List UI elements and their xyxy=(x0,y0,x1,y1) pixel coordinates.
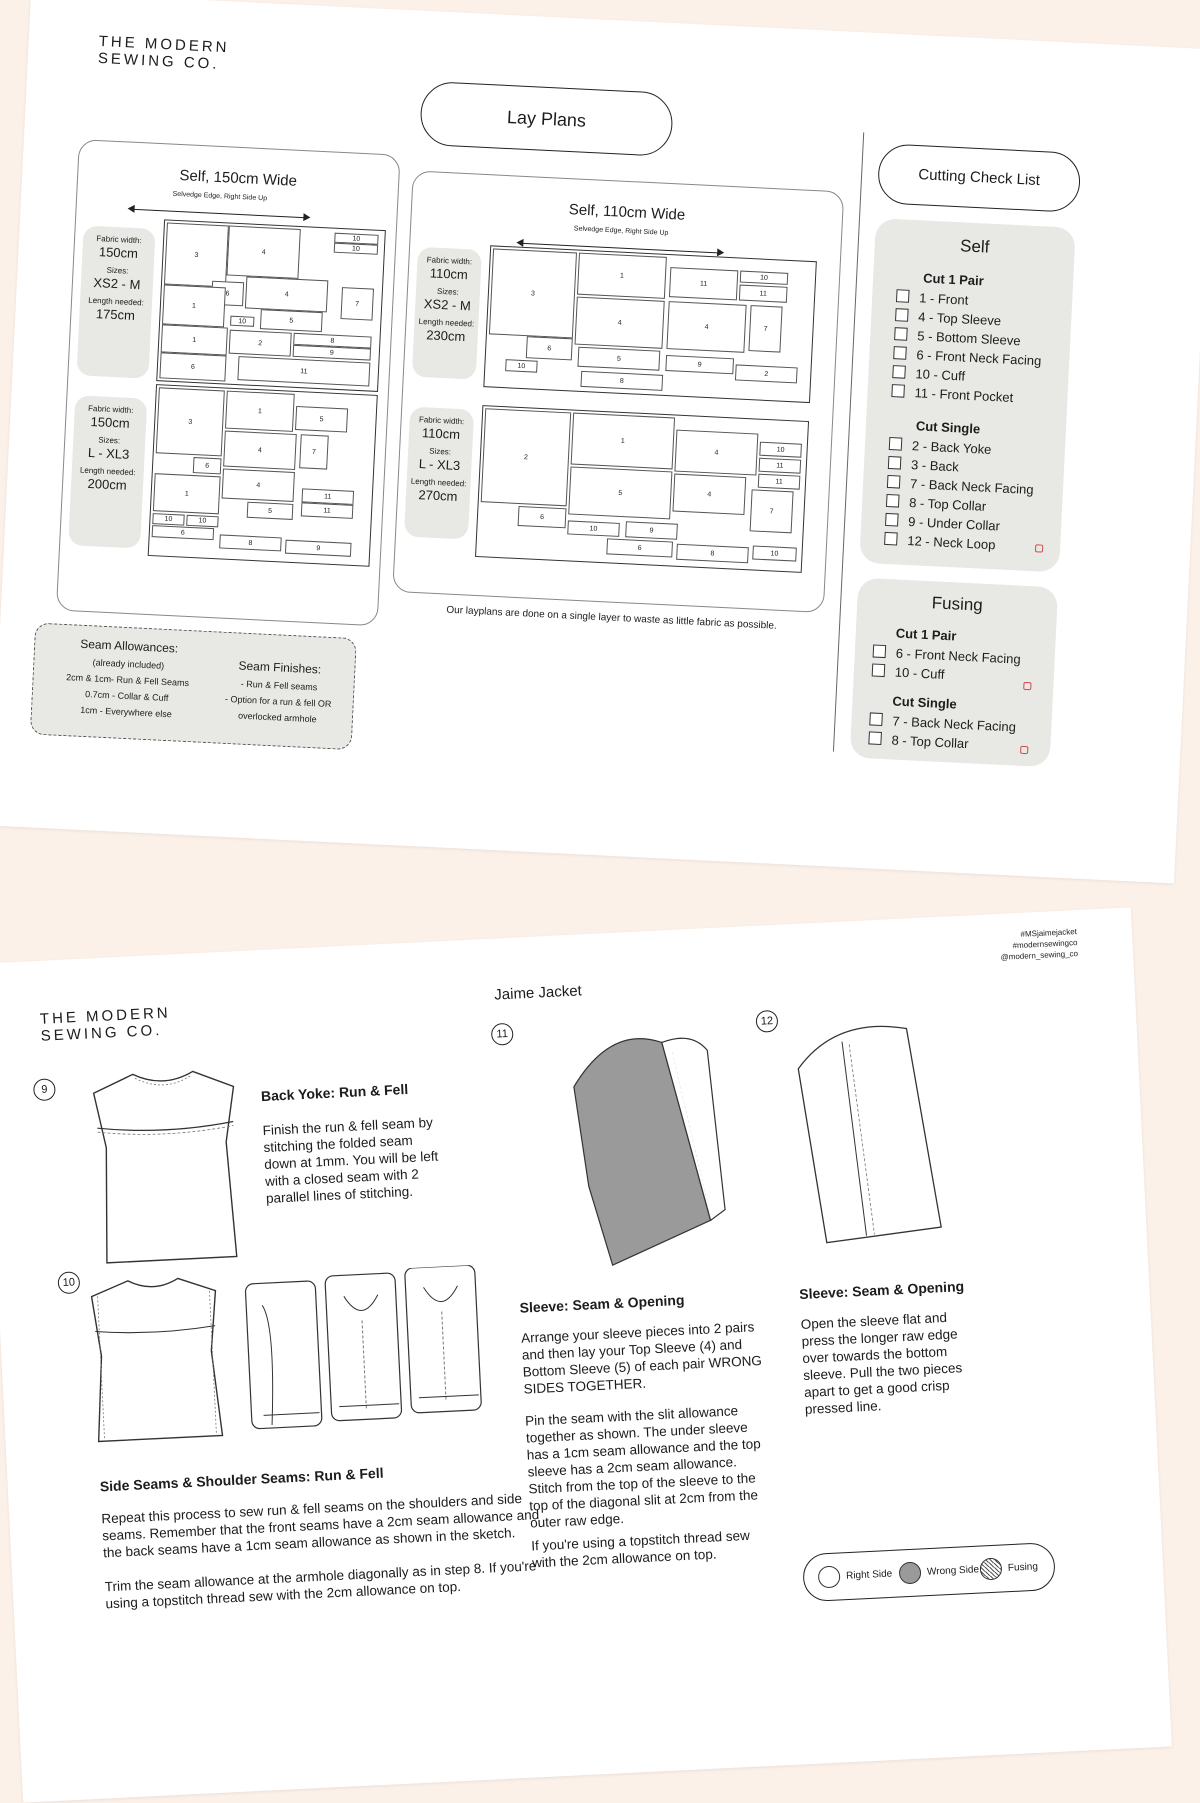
sizes-value: XS2 - M xyxy=(423,296,472,314)
checkbox[interactable] xyxy=(887,475,901,489)
layplan-diagram xyxy=(148,384,378,567)
pattern-piece: 5 xyxy=(568,466,672,519)
pattern-piece: 11 xyxy=(669,267,738,300)
checkbox[interactable] xyxy=(895,308,909,322)
seam-allowance-line: 2cm & 1cm- Run & Fell Seams xyxy=(65,672,190,689)
hashtag: @modern_sewing_co xyxy=(1000,949,1079,962)
side-seam-sketch xyxy=(83,1270,231,1447)
back-yoke-heading: Back Yoke: Run & Fell xyxy=(260,1080,409,1105)
pattern-piece: 1 xyxy=(161,324,228,355)
layplan-diagram xyxy=(156,219,386,392)
pattern-piece: 10 xyxy=(334,243,378,255)
side-seams-text-1: Repeat this process to sew run & fell seams on the shoulders and side seams. Remember that the front seams have a 2cm seam allowance and the back seams have a 1cm seam allowance as shown in the sketch. xyxy=(101,1490,540,1561)
selvedge-label: Selvedge Edge, Right Side Up xyxy=(573,225,669,237)
pattern-piece: 11 xyxy=(301,488,354,505)
pattern-piece: 3 xyxy=(156,387,225,456)
pattern-piece: 10 xyxy=(334,233,378,245)
length-value: 270cm xyxy=(418,487,458,504)
checklist-item[interactable] xyxy=(884,532,996,552)
fusing-checklist-card xyxy=(850,578,1059,768)
length-label: Length needed: xyxy=(418,316,475,329)
right-side-icon xyxy=(818,1565,841,1588)
step-9-badge: 9 xyxy=(33,1078,56,1101)
pattern-piece: 6 xyxy=(211,281,244,307)
checklist-item[interactable] xyxy=(869,712,1016,734)
pattern-piece: 4 xyxy=(245,276,328,312)
sizes-label: Sizes: xyxy=(106,265,129,276)
checklist-item[interactable] xyxy=(891,384,1013,405)
length-value: 200cm xyxy=(87,475,127,493)
pattern-piece: 4 xyxy=(226,225,300,278)
checklist-item[interactable] xyxy=(895,308,1001,328)
seam-finish-line: overlocked armhole xyxy=(237,710,317,725)
checklist-item-label: 7 - Back Neck Facing xyxy=(892,713,1017,735)
sleeve-12-heading: Sleeve: Seam & Opening xyxy=(798,1278,965,1303)
sleeve-11-text-2: Pin the seam with the slit allowance together as shown. The under sleeve has a 1cm seam allowance and the top sleeve has a 2cm seam allowance. Stitch from the top of the sleeve to the top of the diagonal slit at 2cm from the outer raw edge. xyxy=(524,1403,762,1531)
pattern-piece: 2 xyxy=(481,408,571,506)
back-yoke-sketch xyxy=(82,1061,252,1269)
pattern-piece: 9 xyxy=(665,355,734,374)
checklist-item[interactable] xyxy=(872,663,945,682)
layplan-footnote: Our layplans are done on a single layer to waste as little fabric as possible. xyxy=(446,604,777,632)
legend-fusing xyxy=(979,1556,1038,1581)
seam-allowance-line: 0.7cm - Collar & Cuff xyxy=(84,689,169,704)
pattern-piece: 10 xyxy=(740,271,789,285)
fabric-label: Fabric width: xyxy=(96,234,142,246)
pattern-piece: 5 xyxy=(247,502,294,520)
selvedge-arrow-150 xyxy=(131,190,306,224)
checkbox[interactable] xyxy=(885,513,899,527)
cut-single-title: Cut Single xyxy=(892,693,958,712)
length-label: Length needed: xyxy=(79,465,136,478)
checkbox[interactable] xyxy=(889,437,903,451)
seam-finishes xyxy=(210,656,348,729)
checklist-item-label: 11 - Front Pocket xyxy=(914,385,1014,406)
checkbox[interactable] xyxy=(884,532,898,546)
checklist-item[interactable] xyxy=(896,289,969,308)
pattern-piece: 3 xyxy=(489,248,577,338)
checkbox[interactable] xyxy=(886,494,900,508)
plan-info-box xyxy=(76,225,155,378)
layplan-diagram xyxy=(483,245,817,403)
pattern-piece: 6 xyxy=(152,525,215,540)
cutting-checklist-title-text: Cutting Check List xyxy=(917,166,1041,190)
fusing-icon xyxy=(979,1558,1002,1581)
checklist-item[interactable] xyxy=(893,346,1042,368)
pattern-piece: 8 xyxy=(293,333,371,349)
fabric-value: 110cm xyxy=(429,265,469,283)
pattern-piece: 4 xyxy=(674,430,758,476)
checkbox[interactable] xyxy=(872,663,886,677)
pattern-piece: 11 xyxy=(301,502,354,519)
checklist-item-label: 10 - Cuff xyxy=(915,366,966,384)
pattern-piece: 1 xyxy=(225,391,295,432)
plan-info-box xyxy=(404,407,474,540)
fabric-label: Fabric width: xyxy=(418,415,465,427)
pattern-piece: 5 xyxy=(295,406,348,433)
cut-single-title: Cut Single xyxy=(915,418,981,437)
checklist-item[interactable] xyxy=(894,327,1021,348)
seam-info-box xyxy=(30,623,357,751)
cut-pair-title: Cut 1 Pair xyxy=(895,625,957,644)
pattern-piece: 5 xyxy=(577,347,660,371)
sleeve-11-text-3: If you're using a topstitch thread sew with the 2cm allowance on top. xyxy=(530,1527,751,1571)
sleeve-11-text-1: Arrange your sleeve pieces into 2 pairs and then lay your Top Sleeve (4) and Bottom Sleeve (5) of each pair WRONG SIDES TOGETHER. xyxy=(520,1319,763,1397)
pattern-piece: 4 xyxy=(222,469,295,502)
pattern-piece: 5 xyxy=(260,309,323,332)
checklist-item-label: 12 - Neck Loop xyxy=(906,533,996,553)
fabric-legend xyxy=(802,1542,1056,1602)
checklist-item-label: 6 - Front Neck Facing xyxy=(895,645,1022,667)
pattern-piece: 8 xyxy=(676,544,749,563)
seam-finish-line: - Option for a run & fell OR xyxy=(224,693,332,710)
pattern-piece: 10 xyxy=(567,520,620,537)
step-11-badge: 11 xyxy=(491,1023,514,1046)
checkbox[interactable] xyxy=(892,365,906,379)
pattern-piece: 4 xyxy=(223,431,297,470)
fusing-title: Fusing xyxy=(931,593,984,615)
fabric-value: 150cm xyxy=(98,244,139,262)
lay-plans-title xyxy=(419,81,674,157)
pattern-piece: 9 xyxy=(285,540,352,557)
fabric-label: Fabric width: xyxy=(426,255,473,267)
pattern-piece: 7 xyxy=(299,434,329,469)
pattern-piece: 4 xyxy=(672,474,746,515)
sizes-value: L - XL3 xyxy=(418,456,461,474)
pattern-piece: 7 xyxy=(748,305,782,353)
checklist-item-label: 8 - Top Collar xyxy=(891,732,969,752)
self-checklist-card xyxy=(859,218,1076,572)
pattern-piece: 3 xyxy=(164,222,229,287)
sleeve-open-sketch xyxy=(786,1012,957,1250)
pattern-piece: 1 xyxy=(162,284,226,327)
checkbox[interactable] xyxy=(896,289,910,303)
side-seams-text-2: Trim the seam allowance at the armhole diagonally as in step 8. If you're using a topstitch thread sew with the 2cm allowance on top. xyxy=(104,1558,537,1612)
back-yoke-text: Finish the run & fell seam by stitching the folded seam down at 1mm. You will be left with a closed seam with 2 parallel lines of stitching. xyxy=(262,1114,439,1206)
seam-allowances-title: Seam Allowances: xyxy=(79,636,179,656)
checklist-item-label: 5 - Bottom Sleeve xyxy=(916,328,1021,349)
legend-label: Wrong Side xyxy=(926,1564,980,1578)
document-title: Jaime Jacket xyxy=(493,982,583,1004)
checklist-item-label: 10 - Cuff xyxy=(894,664,945,682)
panel-150cm xyxy=(56,139,401,626)
pattern-piece: 10 xyxy=(505,359,538,373)
seam-detail-sketches xyxy=(243,1265,491,1437)
checkbox[interactable] xyxy=(868,731,882,745)
plan-info-box xyxy=(68,395,147,548)
legend-wrong-side xyxy=(899,1559,980,1585)
checklist-item-label: 2 - Back Yoke xyxy=(911,438,992,458)
sizes-label: Sizes: xyxy=(436,286,460,297)
checklist-item-label: 7 - Back Neck Facing xyxy=(909,476,1034,498)
length-value: 230cm xyxy=(425,327,466,345)
checklist-item[interactable] xyxy=(872,644,1021,666)
cut-pair-title: Cut 1 Pair xyxy=(922,270,985,289)
checklist-item-label: 8 - Top Collar xyxy=(908,495,987,514)
checklist-item[interactable] xyxy=(892,365,965,384)
layplan-diagram xyxy=(475,405,809,573)
stamp-icon xyxy=(1035,544,1043,552)
pattern-piece: 6 xyxy=(518,506,567,528)
stamp-icon xyxy=(1020,746,1028,754)
brand-logo xyxy=(98,33,230,73)
length-label: Length needed: xyxy=(410,476,467,489)
checkbox[interactable] xyxy=(891,384,905,398)
checklist-item-label: 6 - Front Neck Facing xyxy=(916,347,1042,369)
selvedge-label: Selvedge Edge, Right Side Up xyxy=(172,190,268,203)
checklist-item[interactable] xyxy=(885,513,1000,534)
fabric-label: Fabric width: xyxy=(87,403,134,416)
pattern-piece: 11 xyxy=(739,285,788,303)
brand-line-1: THE MODERN xyxy=(39,1004,172,1028)
wrong-side-icon xyxy=(899,1561,922,1584)
checklist-item-label: 4 - Top Sleeve xyxy=(917,309,1002,329)
checklist-item[interactable] xyxy=(889,437,992,457)
pattern-piece: 10 xyxy=(752,545,797,561)
panel-110cm xyxy=(392,170,844,613)
sizes-value: L - XL3 xyxy=(87,444,130,462)
legend-label: Fusing xyxy=(1007,1561,1039,1574)
pattern-piece: 10 xyxy=(230,316,254,327)
hashtag: #MSjaimejacket xyxy=(1020,927,1078,939)
pattern-piece: 11 xyxy=(758,474,801,490)
fabric-value: 150cm xyxy=(90,413,131,431)
legend-label: Right Side xyxy=(845,1568,893,1582)
lay-plans-sheet xyxy=(0,0,1200,883)
checklist-item-label: 1 - Front xyxy=(918,290,969,308)
stamp-icon xyxy=(1023,682,1031,690)
pattern-piece: 4 xyxy=(575,297,665,349)
side-seams-heading: Side Seams & Shoulder Seams: Run & Fell xyxy=(99,1464,384,1495)
checklist-item-label: 3 - Back xyxy=(910,457,960,475)
checklist-item[interactable] xyxy=(886,494,987,514)
checkbox[interactable] xyxy=(888,456,902,470)
legend-right-side xyxy=(818,1563,893,1589)
pattern-piece: 1 xyxy=(571,413,675,470)
checklist-item[interactable] xyxy=(888,456,959,474)
pattern-piece: 6 xyxy=(159,352,226,381)
hashtags xyxy=(967,926,1078,964)
brand-line-2: SEWING CO. xyxy=(40,1021,163,1045)
instructions-sheet xyxy=(0,907,1172,1802)
length-label: Length needed: xyxy=(88,295,145,308)
step-12-badge: 12 xyxy=(755,1010,778,1033)
brand-line-2: SEWING CO. xyxy=(97,49,220,73)
self-title: Self xyxy=(959,236,990,257)
sizes-value: XS2 - M xyxy=(93,274,141,293)
seam-allowance-line: 1cm - Everywhere else xyxy=(80,704,172,720)
length-value: 175cm xyxy=(95,306,136,324)
sleeve-12-text: Open the sleeve flat and press the longer raw edge over towards the bottom sleeve. Pull the two pieces apart to get a good crisp pressed line. xyxy=(800,1309,963,1417)
pattern-piece: 10 xyxy=(759,442,802,458)
sleeve-seam-sketch xyxy=(551,1020,733,1278)
checkbox[interactable] xyxy=(869,712,883,726)
brand-logo xyxy=(40,1004,172,1044)
pattern-piece: 6 xyxy=(606,538,673,557)
sizes-label: Sizes: xyxy=(98,435,121,446)
pattern-piece: 9 xyxy=(293,345,371,361)
pattern-piece: 2 xyxy=(229,330,292,357)
checklist-item-label: 9 - Under Collar xyxy=(907,514,1001,534)
pattern-piece: 11 xyxy=(237,356,370,386)
brand-line-1: THE MODERN xyxy=(98,32,230,57)
seam-finishes-title: Seam Finishes: xyxy=(238,658,322,677)
pattern-piece: 10 xyxy=(152,513,184,526)
pattern-piece: 1 xyxy=(153,473,221,514)
pattern-piece: 11 xyxy=(759,458,802,474)
seam-allowance-line: (already included) xyxy=(92,657,165,671)
pattern-piece: 10 xyxy=(186,515,218,528)
pattern-piece: 8 xyxy=(580,371,663,391)
checklist-item[interactable] xyxy=(868,731,969,751)
panel-110-title: Self, 110cm Wide xyxy=(568,201,686,224)
checkbox[interactable] xyxy=(894,327,908,341)
cutting-checklist-title xyxy=(877,143,1082,213)
panel-150-title: Self, 150cm Wide xyxy=(179,167,298,190)
pattern-piece: 7 xyxy=(750,489,794,533)
pattern-piece: 7 xyxy=(340,287,374,321)
pattern-piece: 8 xyxy=(219,534,282,551)
sizes-label: Sizes: xyxy=(429,446,452,457)
pattern-piece: 6 xyxy=(526,336,573,360)
pattern-piece: 1 xyxy=(577,253,667,299)
checklist-item[interactable] xyxy=(887,475,1034,497)
fabric-value: 110cm xyxy=(421,425,461,443)
pattern-piece: 9 xyxy=(625,521,678,540)
lay-plans-title-text: Lay Plans xyxy=(506,106,587,131)
seam-finish-line: - Run & Fell seams xyxy=(240,678,318,693)
pattern-piece: 2 xyxy=(735,364,798,383)
pattern-piece: 4 xyxy=(666,301,746,353)
sleeve-11-heading: Sleeve: Seam & Opening xyxy=(519,1291,685,1316)
hashtag: #modernsewingco xyxy=(1012,938,1078,951)
seam-allowances xyxy=(46,634,210,724)
plan-info-box xyxy=(412,247,482,380)
step-10-badge: 10 xyxy=(57,1271,80,1294)
checkbox[interactable] xyxy=(873,644,887,658)
pattern-piece: 6 xyxy=(193,457,222,474)
checkbox[interactable] xyxy=(893,346,907,360)
